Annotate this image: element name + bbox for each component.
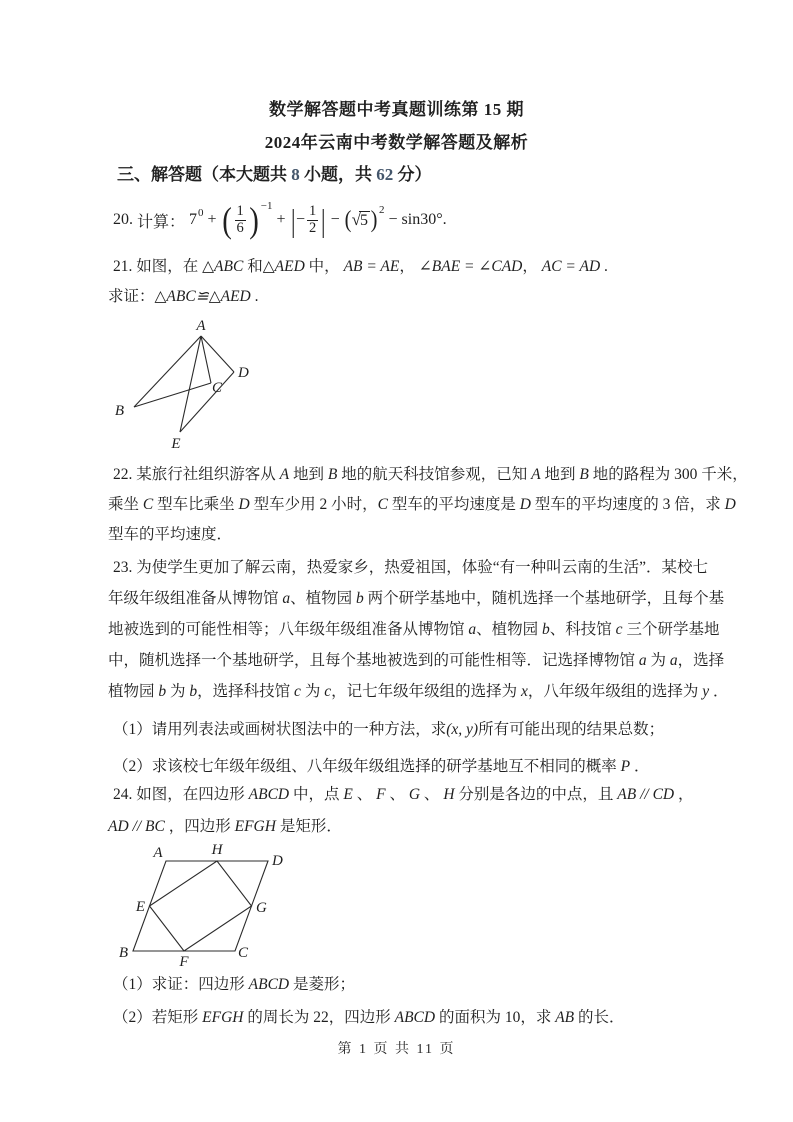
problem-20: 20. 计算： 7 $^0$ + ( $\frac{1}{6}$ ) $^{-1}$ + | − $\frac{1}{2}$ | − ( √ 5 ) $^2$ − sin30° . [113,200,447,240]
vertex-label-C: C [212,380,223,396]
term-7: 7 [189,211,198,228]
problem-23-line-2: 年级年级组准备从博物馆 a、植物园 b 两个研学基地中，随机选择一个基地研学，且每个基 [108,590,725,607]
segment-AE [180,336,201,432]
segment-ED [180,372,234,432]
fraction-one-sixth: $\frac{1}{6}$ [236,202,244,236]
problem-20-label: 计算： [137,213,186,231]
figure-parallelogram [110,841,300,973]
vertex-label-B: B [114,403,124,419]
problem-23-line-5: 植物园 b 为 b，选择科技馆 c 为 c，记七年级年级组的选择为 x，八年级年级组的选择为 y ． [108,683,729,700]
quad-ABCD [133,861,268,951]
problem-22-line-1: 22. 某旅行社组织游客从 A 地到 B 地的航天科技馆参观，已知 A 地到 B 地的路程为 300 千米， [113,466,748,483]
radicand-5: 5 [360,211,369,229]
problem-21-line-1: 21. 如图，在 △ABC 和△AED 中， AB = AE， ∠BAE = ∠CAD， AC = AD . [113,258,608,275]
plus-sign-2: + [276,211,286,228]
vertex-label-D: D [238,365,249,381]
vertex-label-F: F [179,954,189,970]
vertex-label-D: D [272,853,283,869]
doc-subtitle: 2024年云南中考数学解答题及解析 [264,133,529,152]
doc-title: 数学解答题中考真题训练第 15 期 [269,100,524,119]
sin-term: sin30° [401,211,443,228]
exponent-neg1: −1 [260,200,273,212]
vertex-label-E: E [135,899,145,915]
problem-24-line-1: 24. 如图，在四边形 ABCD 中，点 E 、 F 、 G 、 H 分别是各边的中点，且 AB // CD ， [113,786,694,803]
minus-sign-2: − [388,211,398,228]
exponent-2: 2 [379,204,385,216]
problem-22-line-2: 乘坐 C 型车比乘坐 D 型车少用 2 小时，C 型车的平均速度是 D 型车的平均速度的 3 倍，求 D [108,496,736,513]
segment-AD [201,336,234,372]
plus-sign: + [207,211,217,228]
segment-AC [201,336,211,383]
minus-sign: − [330,211,340,228]
problem-23-line-3: 地被选到的可能性相等；八年级年级组准备从博物馆 a、植物园 b、科技馆 c 三个研学基地 [108,621,720,638]
fraction-one-half: $\frac{1}{2}$ [308,202,317,236]
vertex-label-E: E [171,436,181,452]
vertex-label-C: C [238,945,249,961]
problem-20-number: 20. [113,211,133,228]
vertex-label-B: B [118,945,128,961]
problem-24-question-2: （2）若矩形 EFGH 的周长为 22，四边形 ABCD 的面积为 10，求 AB 的长． [113,1009,625,1026]
vertex-label-A: A [196,318,206,334]
problem-24-line-2: AD // BC ，四边形 EFGH 是矩形． [108,818,342,835]
rect-EFGH [150,861,252,951]
vertex-label-H: H [211,842,223,858]
page-number: 第 1 页 共 11 页 [337,1042,456,1057]
period: . [442,211,447,228]
problem-22-line-3: 型车的平均速度． [108,526,233,543]
figure-triangles [100,316,270,456]
section-heading: 三、解答题（本大题共 8 小题，共 62 分） [117,165,432,184]
vertex-label-A: A [153,845,163,861]
problem-23-line-4: 中，随机选择一个基地研学，且每个基地被选到的可能性相等．记选择博物馆 a 为 a，选择 [108,652,725,669]
problem-23-line-1: 23. 为使学生更加了解云南，热爱家乡，热爱祖国，体验“有一种叫云南的生活”．某校七 [113,559,709,576]
problem-21-line-2: 求证：△ABC≌△AED . [108,288,259,305]
problem-23-question-1: （1）请用列表法或画树状图法中的一种方法，求(x, y)所有可能出现的结果总数； [113,721,665,738]
problem-23-question-2: （2）求该校七年级年级组、八年级年级组选择的研学基地互不相同的概率 P ． [113,758,650,775]
exponent-0: 0 [198,207,204,219]
vertex-label-G: G [256,900,267,916]
radical-sign: √ [351,210,362,229]
problem-24-question-1: （1）求证：四边形 ABCD 是菱形； [113,976,355,993]
minus-in-abs: − [295,211,305,228]
